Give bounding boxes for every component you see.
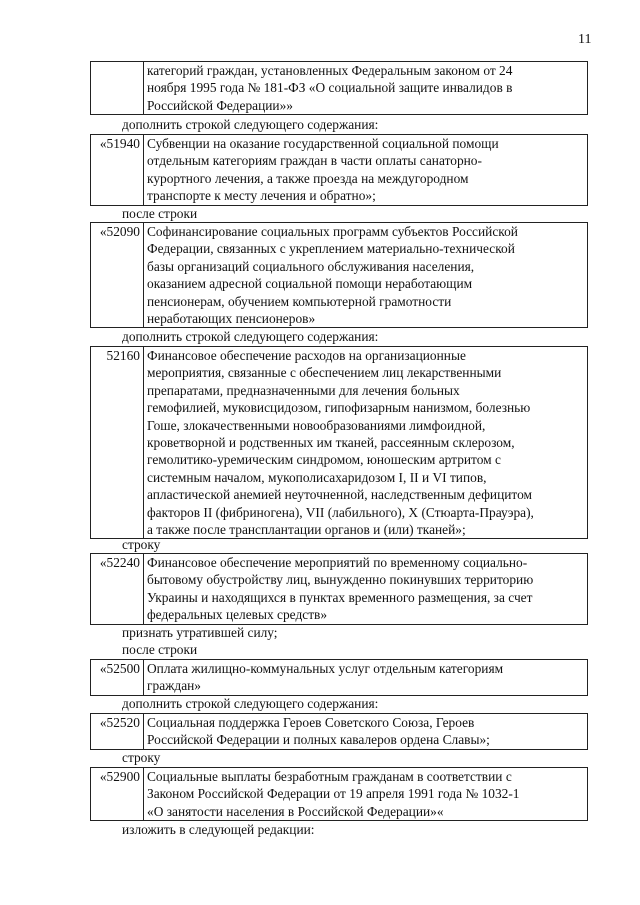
text-line: гемофилией, муковисцидозом, гипофизарным нанизмом, болезнью xyxy=(147,400,531,416)
description-cell xyxy=(144,347,587,538)
table-row xyxy=(90,222,588,328)
instruction-text: строку xyxy=(122,750,161,765)
description-cell xyxy=(144,554,587,624)
instruction-text: дополнить строкой следующего содержания: xyxy=(122,117,379,132)
description-cell xyxy=(144,135,587,205)
description-cell xyxy=(144,714,587,749)
instruction-text: изложить в следующей редакции: xyxy=(122,822,315,837)
text-line: Софинансирование социальных программ субъектов Российской xyxy=(147,224,518,239)
text-line: апластической анемией неуточненной, наследственным дефицитом xyxy=(147,487,533,503)
text-line: Законом Российской Федерации от 19 апреля 1991 года № 1032-1 xyxy=(147,786,520,802)
page-number: 11 xyxy=(578,32,592,47)
text-line: транспорте к месту лечения и обратно»; xyxy=(147,188,376,204)
code-cell: «52240 xyxy=(91,554,144,624)
description-cell xyxy=(144,62,587,114)
text-line: курортного лечения, а также проезда на междугородном xyxy=(147,170,469,186)
table-row xyxy=(90,134,588,206)
code-cell: 52160 xyxy=(91,347,144,538)
text-line: Российской Федерации»» xyxy=(147,97,293,113)
code-cell: «52520 xyxy=(91,714,144,749)
text-line: Субвенции на оказание государственной социальной помощи xyxy=(147,136,499,151)
instruction-text: признать утратившей силу; xyxy=(122,625,278,640)
code-cell: «52500 xyxy=(91,660,144,695)
text-line: Гоше, злокачественными новообразованиями лимфоидной, xyxy=(147,417,486,433)
code-cell: «52090 xyxy=(91,223,144,327)
instruction-text: после строки xyxy=(122,206,198,221)
code-cell xyxy=(91,62,144,114)
instruction-text: дополнить строкой следующего содержания: xyxy=(122,696,379,711)
text-line: Украины и находящихся в пунктах временного размещения, за счет xyxy=(147,589,533,605)
text-line: ноября 1995 года № 181-ФЗ «О социальной защите инвалидов в xyxy=(147,80,513,96)
instruction-text: строку xyxy=(122,537,161,552)
table-row xyxy=(90,713,588,750)
text-line: граждан» xyxy=(147,678,202,694)
text-line: базы организаций социального обслуживания населения, xyxy=(147,258,475,274)
text-line: гемолитико-уремическим синдромом, юношеским артритом с xyxy=(147,452,501,468)
text-line: бытовому обустройству лиц, вынужденно покинувших территорию xyxy=(147,572,534,588)
table-row xyxy=(90,659,588,696)
table-row xyxy=(90,346,588,539)
text-line: Социальные выплаты безработным гражданам в соответствии с xyxy=(147,769,512,784)
text-line: препаратами, предназначенными для лечения больных xyxy=(147,382,460,398)
text-line: федеральных целевых средств» xyxy=(147,607,328,623)
text-line: пенсионерам, обучением компьютерной грамотности xyxy=(147,293,452,309)
text-line: мероприятия, связанные с обеспечением лиц лекарственными xyxy=(147,365,502,381)
text-line: неработающих пенсионеров» xyxy=(147,311,316,327)
description-cell xyxy=(144,660,587,695)
text-line: факторов II (фибриногена), VII (лабильного), X (Стюарта-Прауэра), xyxy=(147,504,534,520)
text-line: а также после трансплантации органов и (или) тканей»; xyxy=(147,522,466,538)
description-cell xyxy=(144,768,587,820)
text-line: кроветворной и родственных им тканей, рассеянным склерозом, xyxy=(147,435,515,451)
description-cell xyxy=(144,223,587,327)
instruction-text: после строки xyxy=(122,642,198,657)
table-row xyxy=(90,61,588,115)
text-line: «О занятости населения в Российской Федерации»« xyxy=(147,803,444,819)
text-line: Социальная поддержка Героев Советского Союза, Героев xyxy=(147,715,475,730)
text-line: оказанием адресной социальной помощи неработающим xyxy=(147,276,473,292)
text-line: Федерации, связанных с укреплением материально-технической xyxy=(147,241,515,257)
table-row xyxy=(90,553,588,625)
text-line: системным началом, мукополисахаридозом I, II и VI типов, xyxy=(147,469,487,485)
text-line: Финансовое обеспечение расходов на организационные xyxy=(147,348,466,363)
table-row xyxy=(90,767,588,821)
code-cell: «52900 xyxy=(91,768,144,820)
text-line: Оплата жилищно-коммунальных услуг отдельным категориям xyxy=(147,661,504,676)
text-line: Финансовое обеспечение мероприятий по временному социально- xyxy=(147,555,528,570)
text-line: отдельным категориям граждан в части оплаты санаторно- xyxy=(147,153,482,169)
instruction-text: дополнить строкой следующего содержания: xyxy=(122,329,379,344)
code-cell: «51940 xyxy=(91,135,144,205)
text-line: Российской Федерации и полных кавалеров ордена Славы»; xyxy=(147,732,490,748)
text-line: категорий граждан, установленных Федеральным законом от 24 xyxy=(147,63,513,78)
